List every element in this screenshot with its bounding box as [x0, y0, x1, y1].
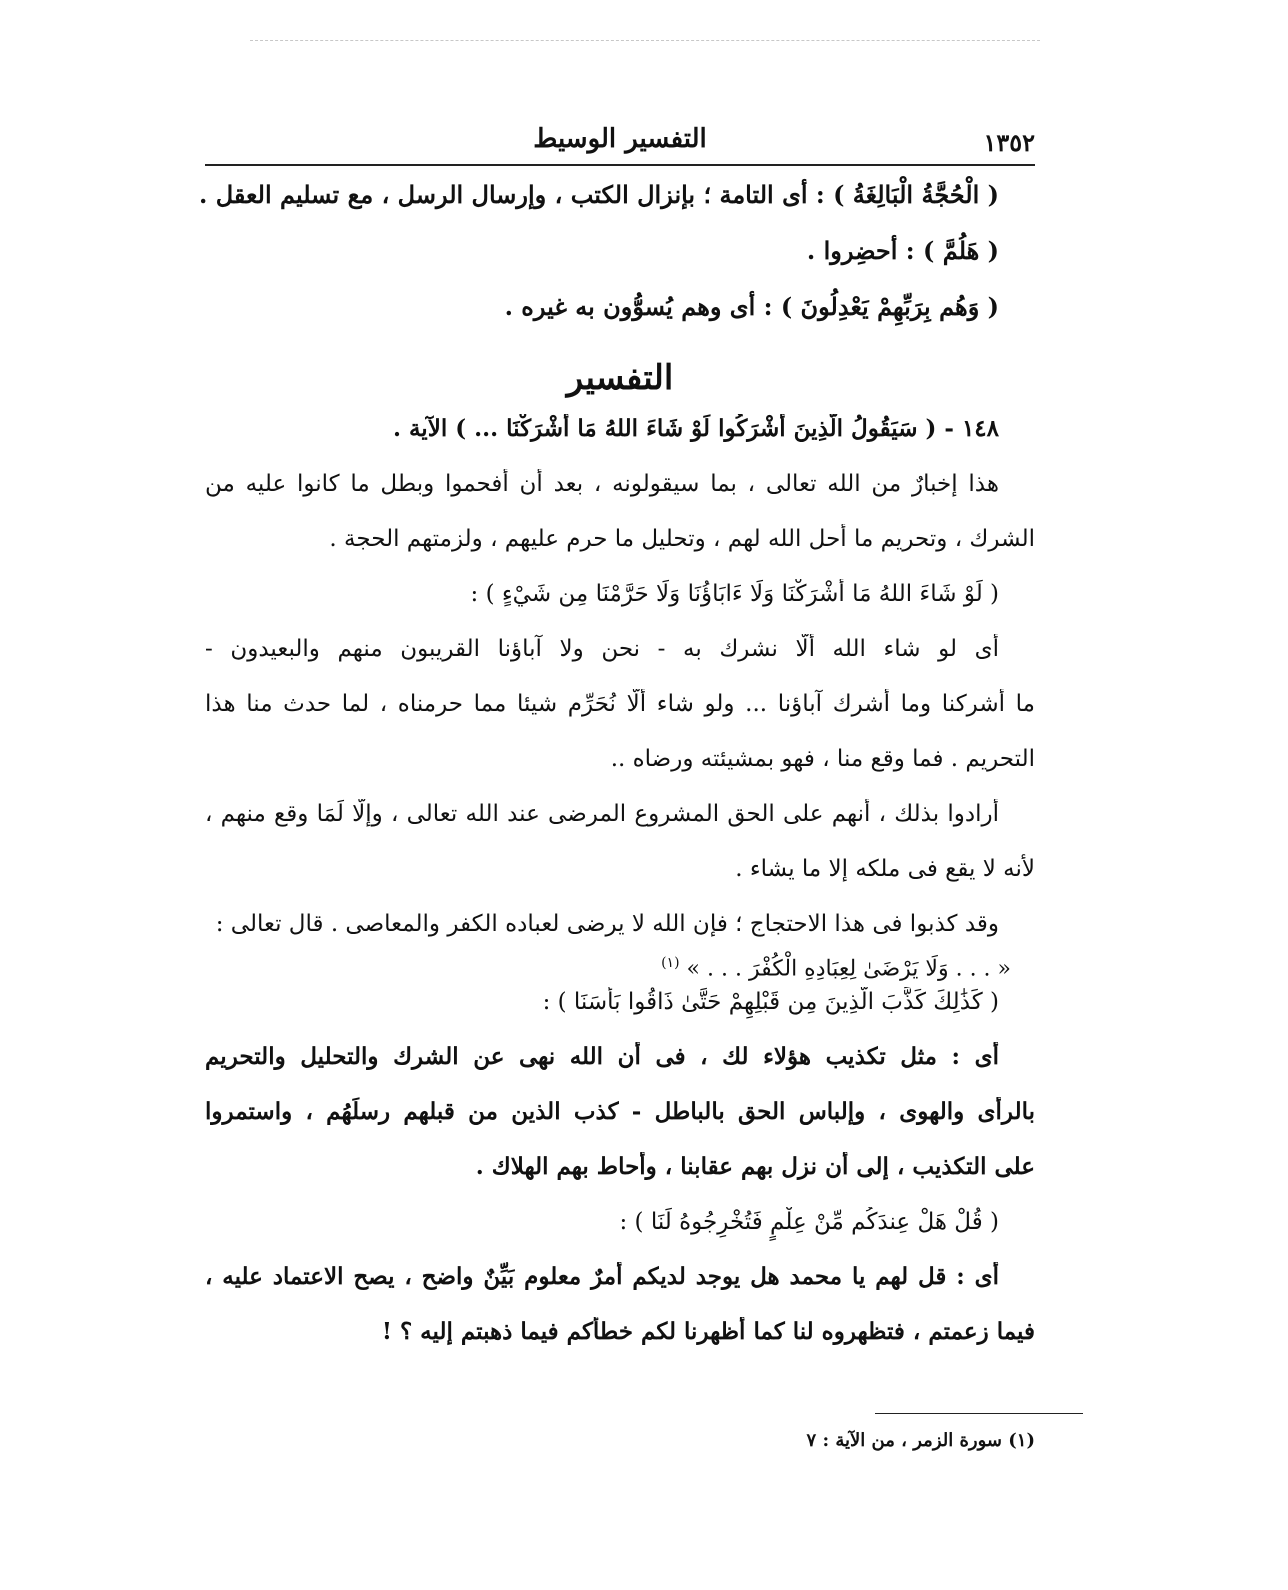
quote-lawshaa: ( لَوْ شَاءَ اللهُ مَا أَشْرَكْنَا وَلَا ءَابَاؤُنَا وَلَا حَرَّمْنَا مِن شَيْءٍ ) : [470, 581, 999, 607]
para4-verse [205, 949, 1035, 987]
gloss-entry-yadilun: ( وَهُم بِرَبِّهِمْ يَعْدِلُونَ ) : أى وهم يُسوُّون به غيره . [504, 292, 999, 321]
para2-line3: التحريم . فما وقع منا ، فهو بمشيئته ورضاه .. [610, 746, 1035, 772]
para4-line1: وقد كذبوا فى هذا الاحتجاج ؛ فإن الله لا يرضى لعباده الكفر والمعاصى . قال تعالى : [215, 911, 999, 937]
page-number: ١٣٥٢ [983, 128, 1035, 157]
glossary-section [199, 180, 1035, 348]
footnote-separator [875, 1413, 1083, 1414]
book-page [199, 118, 1035, 1372]
gloss-entry-hujja: ( الْحُجَّةُ الْبَالِغَةُ ) : أى التامة ؛ بإنزال الكتب ، وإرسال الرسل ، مع تسليم العقل . [199, 180, 999, 209]
scan-artifact-line [250, 40, 1040, 43]
verse-148-heading: ١٤٨ - ( سَيَقُولُ الَّذِينَ أَشْرَكُوا لَوْ شَاءَ اللهُ مَا أَشْرَكْنَا ... ) الآية . [392, 415, 999, 442]
book-title: التفسير الوسيط [533, 124, 707, 154]
footnote-1: (١) سورة الزمر ، من الآية : ٧ [806, 1430, 1035, 1451]
para5-line2: بالرأى والهوى ، وإلباس الحق بالباطل - كذب الذين من قبلهم رسلَهُم ، واستمروا [205, 1098, 1035, 1125]
para1-line2: الشرك ، وتحريم ما أحل الله لهم ، وتحليل ما حرم عليهم ، ولزمتهم الحجة . [329, 526, 1035, 552]
para6-line1: أى : قل لهم يا محمد هل يوجد لديكم أمرٌ معلوم بَيِّنٌ واضح ، يصح الاعتماد عليه ، [205, 1263, 999, 1290]
para3-line1: أرادوا بذلك ، أنهم على الحق المشروع المرضى عند الله تعالى ، وإلّا لَمَا وقع منهم ، [205, 801, 999, 827]
running-head [205, 118, 1035, 166]
para2-line1: أى لو شاء الله ألّا نشرك به - نحن ولا آباؤنا القريبون منهم والبعيدون - [205, 636, 999, 662]
para5-line1: أى : مثل تكذيب هؤلاء لك ، فى أن الله نهى عن الشرك والتحليل والتحريم [205, 1043, 999, 1070]
para4-verse-text: « . . . وَلَا يَرْضَىٰ لِعِبَادِهِ الْكُفْرَ . . . » [686, 956, 1011, 982]
para3-line2: لأنه لا يقع فى ملكه إلا ما يشاء . [735, 856, 1035, 882]
section-heading: التفسير [566, 358, 674, 398]
quote-kadhalika: ( كَذَٰلِكَ كَذَّبَ الَّذِينَ مِن قَبْلِهِمْ حَتَّىٰ ذَاقُوا بَأْسَنَا ) : [542, 989, 999, 1015]
para1-line1: هذا إخبارٌ من الله تعالى ، بما سيقولونه ، بعد أن أُفحموا وبطل ما كانوا عليه من [205, 471, 999, 497]
footnote-ref-marker: (١) [661, 955, 680, 971]
para2-line2: ما أشركنا وما أشرك آباؤنا ... ولو شاء ألّا نُحَرِّم شيئا مما حرمناه ، لما حدث منا هذا [205, 691, 1035, 717]
quote-qul-hal: ( قُلْ هَلْ عِندَكُم مِّنْ عِلْمٍ فَتُخْرِجُوهُ لَنَا ) : [619, 1209, 999, 1235]
para6-line2: فيما زعمتم ، فتظهروه لنا كما أظهرنا لكم خطأكم فيما ذهبتم إليه ؟ ! [381, 1318, 1035, 1345]
gloss-entry-halumma: ( هَلُمَّ ) : أحضِروا . [806, 236, 999, 265]
para5-line3: على التكذيب ، إلى أن نزل بهم عقابنا ، وأحاط بهم الهلاك . [475, 1153, 1035, 1180]
